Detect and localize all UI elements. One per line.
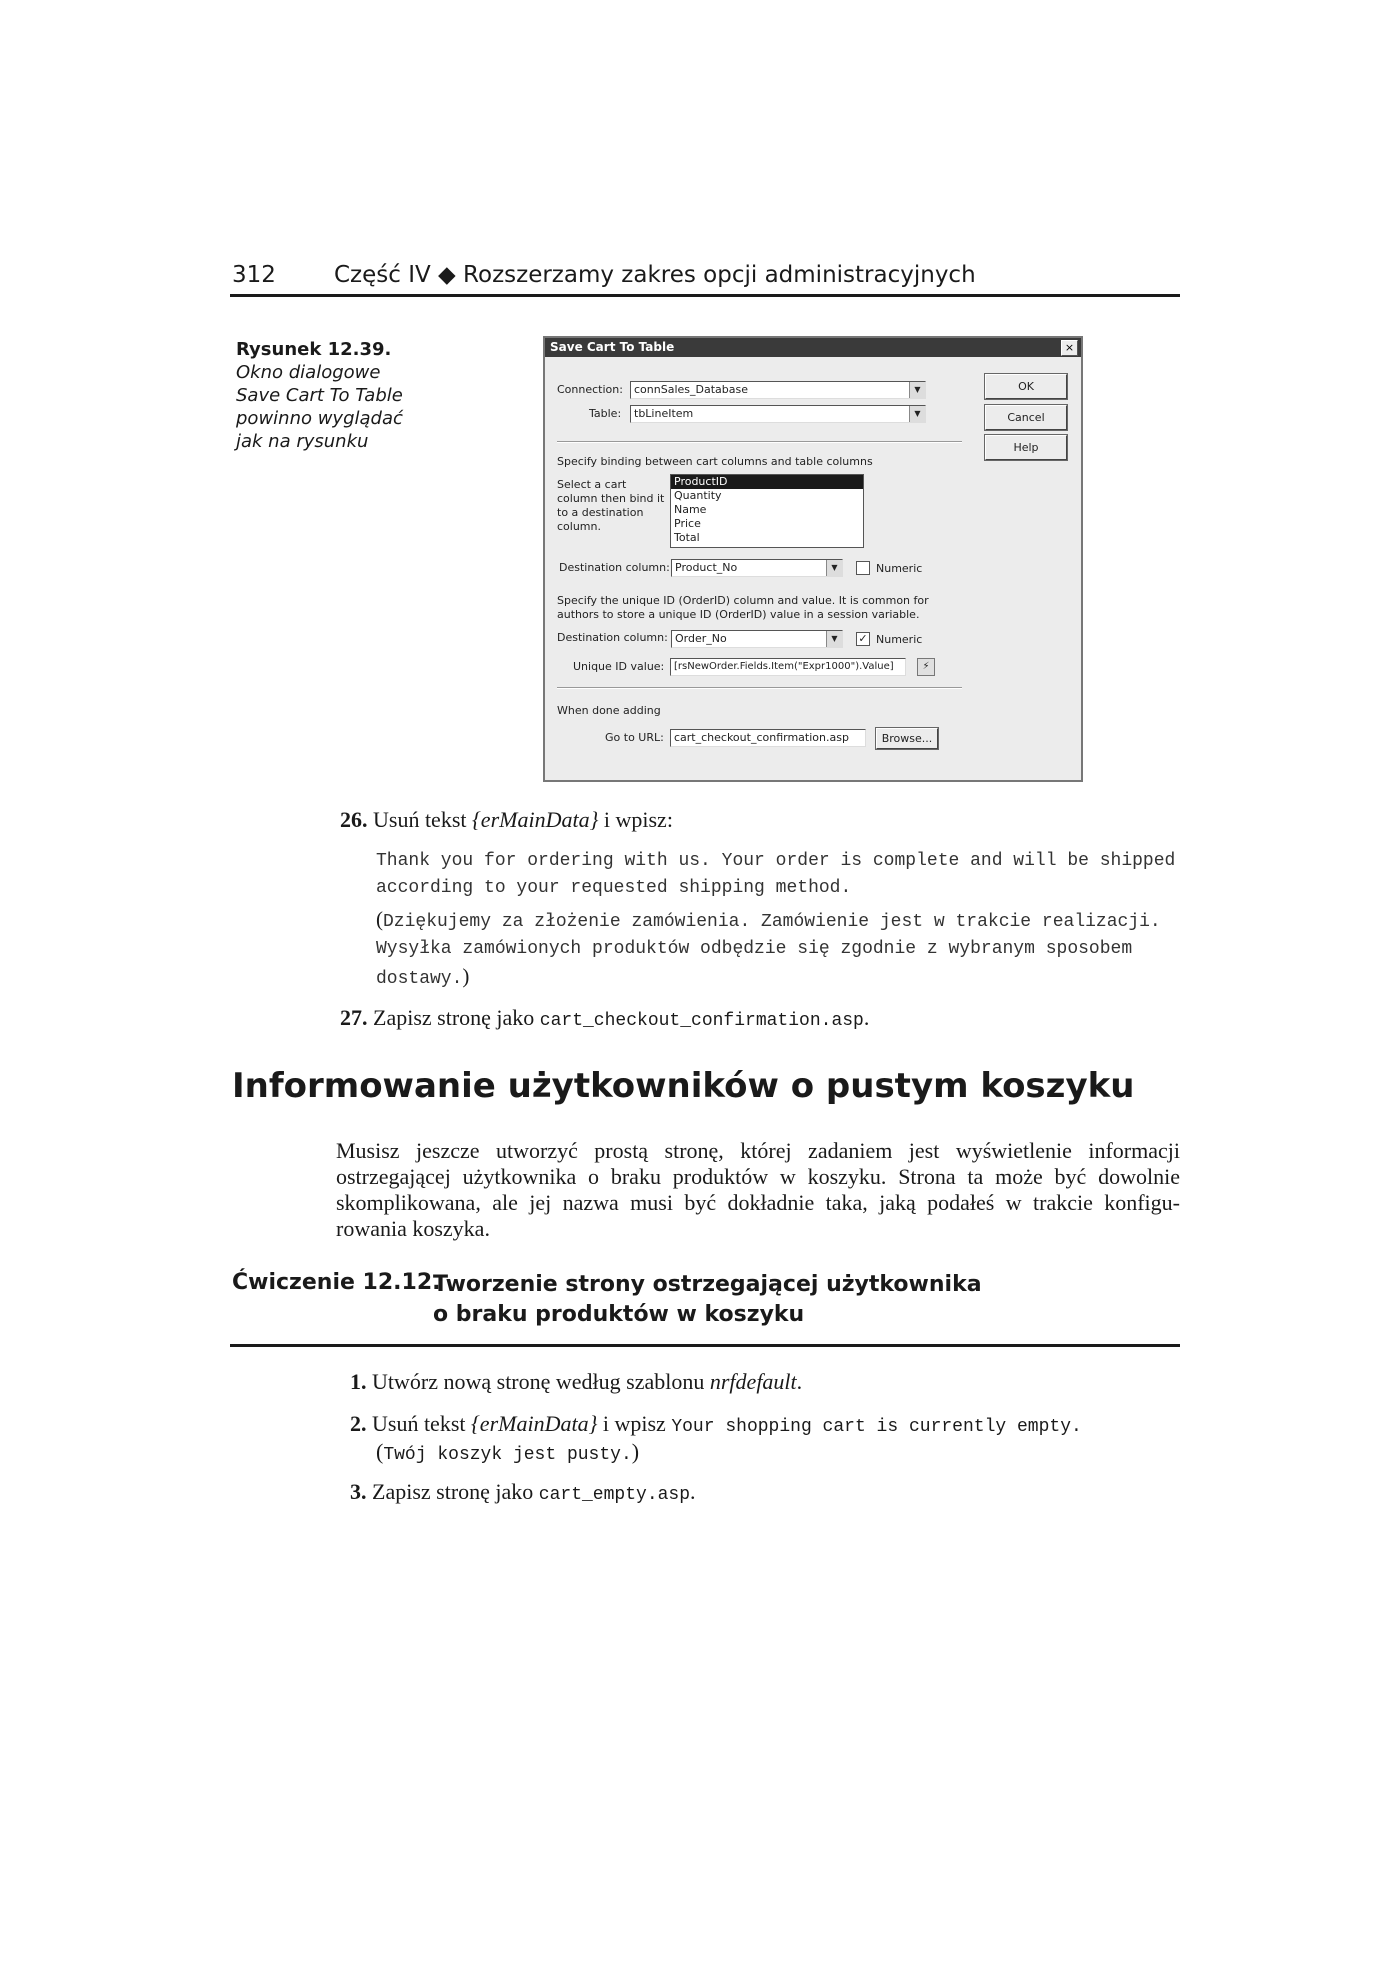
save-cart-dialog (543, 336, 1083, 782)
cancel-button[interactable]: Cancel (985, 405, 1067, 430)
step-27 (340, 1004, 869, 1035)
dest-column-value-2: Order_No (675, 632, 727, 645)
cart-columns-list[interactable] (670, 474, 864, 548)
numeric-checkbox-2[interactable]: ✓ (856, 632, 870, 646)
file-name: cart_checkout_confirmation.asp (539, 1011, 864, 1031)
code-line: according to your requested shipping method. (376, 878, 852, 898)
dest-column-select-2[interactable] (671, 630, 843, 648)
step-text: i wpisz: (598, 807, 673, 832)
step-text: Zapisz stronę jako (372, 1479, 539, 1504)
exercise-step-1 (350, 1368, 802, 1396)
code-text: Your shopping cart is currently empty. (671, 1417, 1082, 1437)
template-name: nrfdefault (709, 1369, 797, 1394)
page-number: 312 (232, 262, 276, 288)
chevron-down-icon[interactable]: ▼ (909, 382, 925, 398)
goto-label: Go to URL: (605, 731, 664, 744)
help-button[interactable]: Help (985, 435, 1067, 460)
step-text: . (863, 1005, 870, 1030)
select-hint (557, 478, 664, 534)
goto-url-input[interactable] (670, 729, 866, 747)
hint-line: column. (557, 520, 601, 533)
step-text: Utwórz nową stronę według szablonu (372, 1369, 710, 1394)
caption-line: Save Cart To Table (236, 385, 403, 406)
exercise-step-2-translation (376, 1438, 639, 1469)
code-english (376, 848, 1175, 902)
chevron-down-icon[interactable]: ▼ (909, 406, 925, 422)
binding-heading: Specify binding between cart columns and table columns (557, 455, 873, 468)
running-title: Część IV ◆ Rozszerzamy zakres opcji administracyjnych (334, 262, 976, 288)
browse-button[interactable]: Browse... (876, 728, 938, 749)
figure-number: Rysunek 12.39. (236, 339, 392, 360)
hint-line: column then bind it (557, 492, 665, 505)
code-line (376, 963, 1161, 993)
numeric-checkbox[interactable] (856, 561, 870, 575)
step-number: 26. (340, 807, 368, 832)
close-icon[interactable]: × (1061, 340, 1078, 356)
goto-url-value: cart_checkout_confirmation.asp (674, 731, 849, 744)
step-text: Usuń tekst (372, 1411, 471, 1436)
code-line (376, 906, 1161, 936)
code-text: dostawy. (376, 969, 463, 989)
dest-column-label: Destination column: (559, 561, 670, 574)
list-item[interactable]: ProductID (671, 475, 863, 489)
exercise-title (433, 1270, 1033, 1330)
placeholder-token: {erMainData} (471, 1411, 598, 1436)
caption-line: powinno wyglądać (236, 408, 403, 429)
step-text: . (796, 1369, 803, 1394)
dialog-title: Save Cart To Table (545, 338, 1081, 357)
numeric-label-2: Numeric (876, 633, 923, 646)
exercise-title-line: o braku produktów w koszyku (433, 1302, 805, 1327)
unique-heading-line: authors to store a unique ID (OrderID) value in a session variable. (557, 608, 920, 621)
section-heading: Informowanie użytkowników o pustym koszyku (232, 1066, 1135, 1106)
unique-heading (557, 594, 929, 622)
list-item[interactable]: Quantity (674, 489, 722, 502)
chevron-down-icon[interactable]: ▼ (826, 631, 842, 647)
exercise-title-line: Tworzenie strony ostrzegającej użytkownika (433, 1272, 982, 1297)
step-number: 1. (350, 1369, 367, 1394)
paren: ) (462, 964, 470, 988)
intro-paragraph: Musisz jeszcze utworzyć prostą stronę, której zadaniem jest wyświetlenie informacji ostrzegającej użytkownika o braku produktów w koszyku. Strona ta może być dowolnie skomplikowana, ale jej nazwa musi być dokładnie taka, jaką podałeś w trakcie konfigu-rowania koszyka. (336, 1138, 1180, 1241)
code-line: Thank you for ordering with us. Your order is complete and will be shipped (376, 851, 1176, 871)
code-line: Wysyłka zamówionych produktów odbędzie się zgodnie z wybranym sposobem (376, 939, 1133, 959)
step-number: 27. (340, 1005, 368, 1030)
unique-id-input[interactable] (670, 658, 906, 676)
connection-value: connSales_Database (634, 383, 748, 396)
lightning-icon[interactable]: ⚡ (917, 658, 935, 676)
caption-line: jak na rysunku (236, 431, 369, 452)
step-number: 3. (350, 1479, 367, 1504)
numeric-label: Numeric (876, 562, 923, 575)
table-select[interactable] (630, 405, 926, 423)
file-name: cart_empty.asp (538, 1485, 691, 1505)
dest-column-value: Product_No (675, 561, 738, 574)
ok-button[interactable]: OK (985, 374, 1067, 399)
hint-line: Select a cart (557, 478, 627, 491)
separator (557, 441, 962, 443)
unique-heading-line: Specify the unique ID (OrderID) column and value. It is common for (557, 594, 929, 607)
table-label: Table: (589, 407, 622, 420)
table-value: tbLineItem (634, 407, 694, 420)
separator (557, 687, 962, 689)
figure-caption (236, 338, 436, 453)
done-heading: When done adding (557, 704, 661, 717)
dest-column-label-2: Destination column: (557, 631, 668, 644)
paren: ( (376, 1439, 384, 1464)
header-rule (230, 294, 1180, 297)
exercise-label: Ćwiczenie 12.12. (232, 1270, 441, 1295)
paren: ( (376, 907, 383, 931)
code-polish (376, 906, 1161, 993)
connection-select[interactable] (630, 381, 926, 399)
hint-line: to a destination (557, 506, 644, 519)
step-text: Zapisz stronę jako (373, 1005, 540, 1030)
unique-id-label: Unique ID value: (573, 660, 665, 673)
unique-id-value: [rsNewOrder.Fields.Item("Expr1000").Value] (674, 661, 894, 672)
exercise-rule (230, 1344, 1180, 1347)
connection-label: Connection: (557, 383, 623, 396)
code-text: Dziękujemy za złożenie zamówienia. Zamówienie jest w trakcie realizacji. (383, 912, 1161, 932)
chevron-down-icon[interactable]: ▼ (826, 560, 842, 576)
step-26 (340, 806, 673, 834)
paren: ) (631, 1439, 640, 1464)
step-text: . (690, 1479, 696, 1504)
dest-column-select[interactable] (671, 559, 843, 577)
step-number: 2. (350, 1411, 367, 1436)
caption-line: Okno dialogowe (236, 362, 381, 383)
exercise-step-2 (350, 1410, 1082, 1441)
step-text: i wpisz (597, 1411, 672, 1436)
placeholder-token: {erMainData} (472, 807, 599, 832)
list-item[interactable]: Name (674, 503, 707, 516)
list-item[interactable]: Total (674, 531, 700, 544)
step-text: Usuń tekst (373, 807, 472, 832)
exercise-step-3 (350, 1478, 696, 1509)
code-text: Twój koszyk jest pusty. (383, 1445, 632, 1465)
list-item[interactable]: Price (674, 517, 701, 530)
